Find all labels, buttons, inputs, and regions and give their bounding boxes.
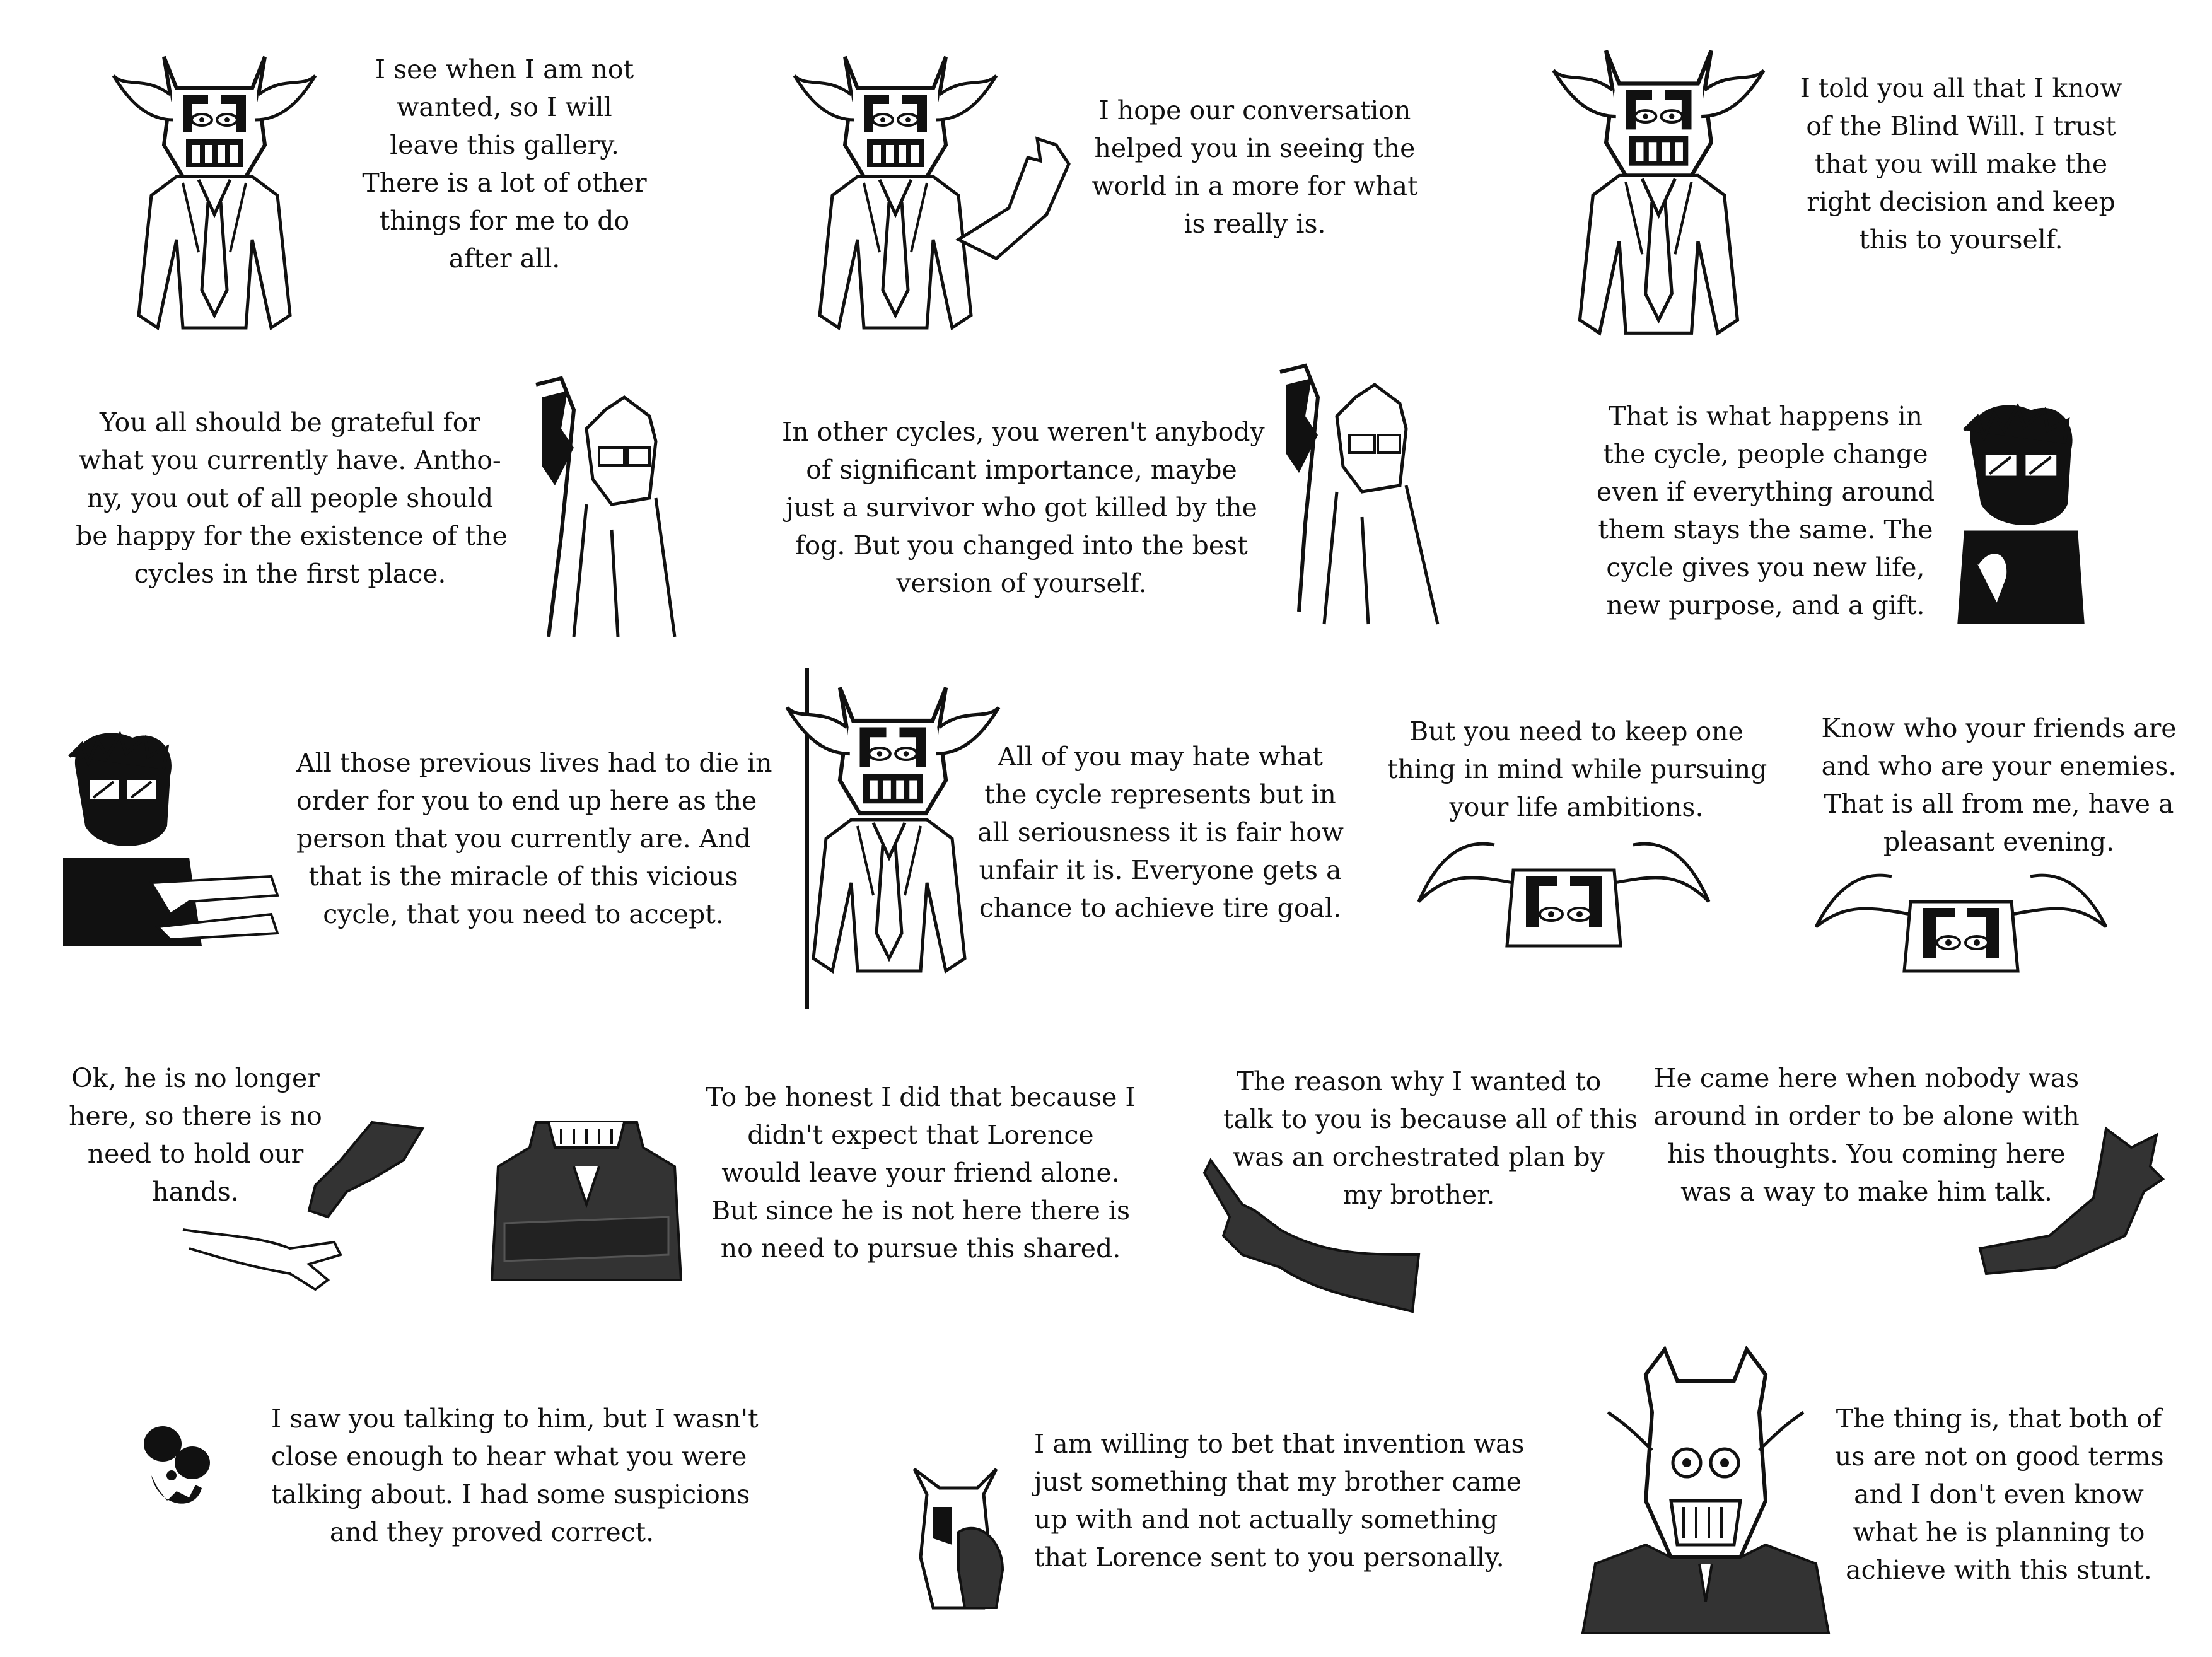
dialogue-16: I am willing to bet that invention was just something that my brother came up with and not actually something that Lorence sent to you personally. [1034,1429,1525,1573]
dialogue-9: But you need to keep one thing in mind while pursuing your life ambitions. [1387,716,1767,822]
dialogue-14: He came here when nobody was around in order to be alone with his thoughts. You coming here was a way to make him talk. [1653,1063,2080,1207]
dialogue-3: I told you all that I know of the Blind Will. I trust that you will make the right decision and keep this to yourself. [1800,73,2122,255]
small-masked-figure-icon [895,1456,1022,1614]
small-blob-face-icon [139,1425,214,1513]
dialogue-17: The thing is, that both of us are not on good terms and I don't even know what he is planning to achieve with this stunt. [1835,1404,2164,1585]
dialogue-8: All of you may hate what the cycle represents but in all seriousness it is fair how unfair it is. Everyone gets a chance to achieve tire goal. [977,741,1344,923]
dialogue-15: I saw you talking to him, but I wasn't close enough to hear what you were talking about. I had some suspicions and they proved correct. [271,1404,759,1547]
dialogue-7: All those previous lives had to die in order for you to end up here as the person that you currently are. And that is the miracle of this vicious cycle, that you need to accept. [296,748,772,929]
dialogue-4: You all should be grateful for what you currently have. Antho- ny, you out of all people should be happy for the existence of the cycles in the first place. [76,407,508,589]
masked-figure-waving-icon [782,50,1085,340]
dialogue-5: In other cycles, you weren't anybody of significant importance, maybe just a survivor who got killed by the fog. But you changed into the best version of yourself. [782,417,1265,598]
dark-figure-arms-crossed-icon [492,1122,681,1280]
dark-arm-reaching-icon [1980,1129,2169,1293]
dialogue-2: I hope our conversation helped you in seeing the world in a more for what is really is. [1091,95,1418,239]
masked-figure-icon [1526,44,1778,359]
shadow-figure-icon [1955,404,2087,624]
masked-figure-with-anthony-icon [1261,359,1450,624]
masked-figure-with-anthony-icon [523,372,687,637]
dialogue-1: I see when I am not wanted, so I will leave this gallery. There is a lot of other things for me to do after all. [362,54,647,274]
dark-arm-pointing-icon [1198,1160,1425,1311]
dialogue-12: To be honest I did that because I didn't expect that Lorence would leave your friend alone. But since he is not here there is no need to pursue this shared. [706,1082,1136,1264]
masked-figure-closeup-icon [795,668,984,1009]
dialogue-11: Ok, he is no longer here, so there is no need to hold our hands. [69,1063,322,1207]
horned-mask-peek-icon [1419,832,1709,952]
hands-letting-go-icon [183,1122,422,1299]
dialogue-13: The reason why I wanted to talk to you is because all of this was an orchestrated plan by my brother. [1223,1066,1638,1210]
horned-mask-peek-icon [1816,864,2112,977]
dialogue-10: Know who your friends are and who are your enemies. That is all from me, have a pleasant evening. [1821,713,2177,857]
masked-figure-icon [107,50,309,340]
shadow-figure-hands-icon [63,731,290,946]
dialogue-6: That is what happens in the cycle, people change even if everything around them stays the same. The cycle gives you new life, new purpose, and a gift. [1596,401,1935,620]
masked-brother-icon [1570,1337,1841,1633]
